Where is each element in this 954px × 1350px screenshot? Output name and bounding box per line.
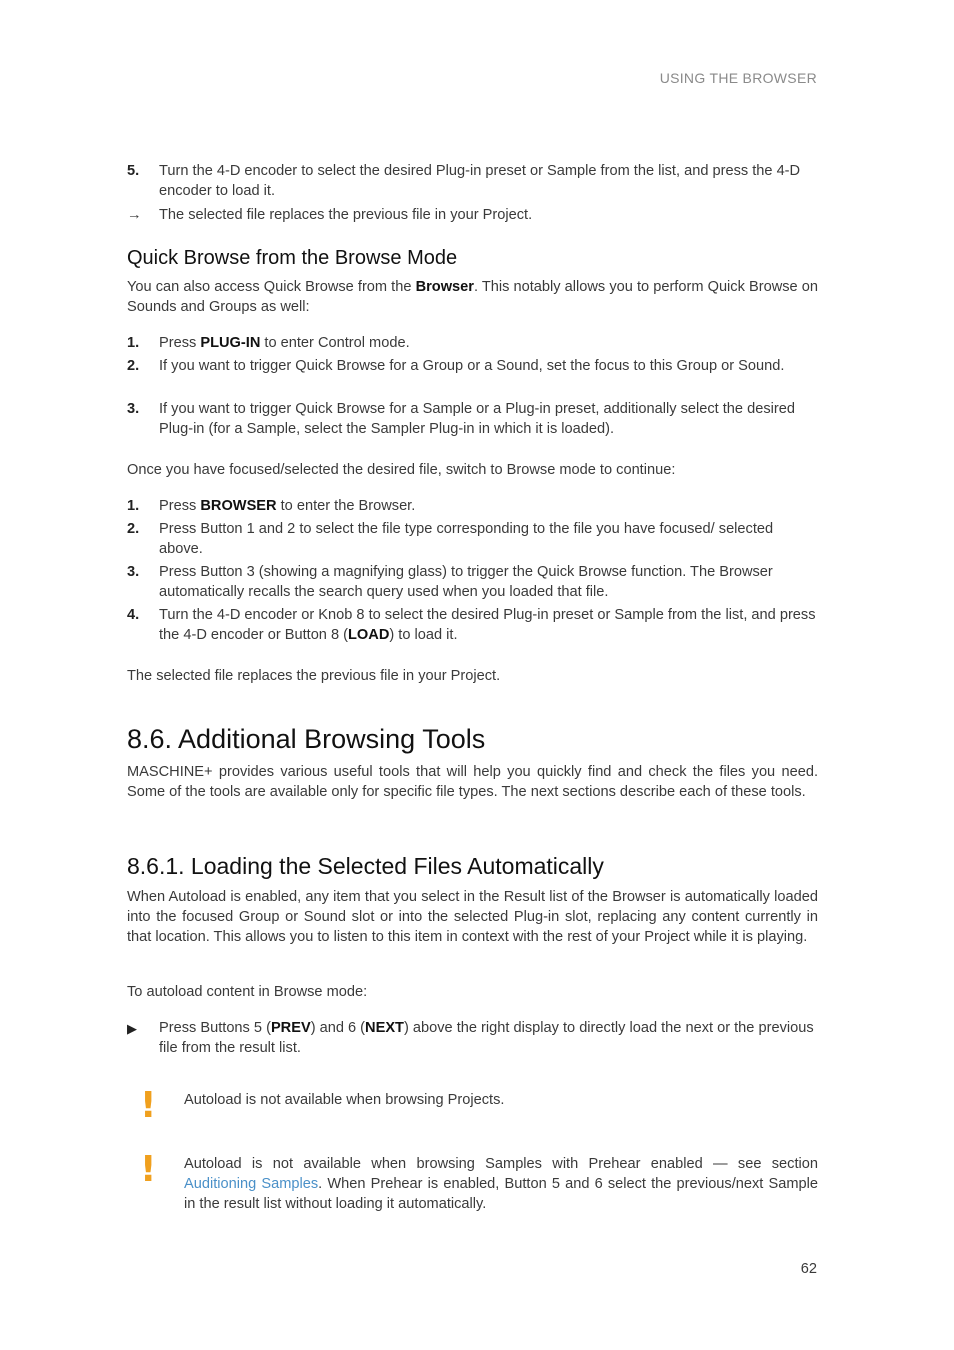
step-text-bold: LOAD: [348, 627, 390, 643]
warning-icon: !: [140, 1085, 157, 1126]
step-number: 1.: [127, 335, 140, 351]
quick-browse-heading: Quick Browse from the Browse Mode: [127, 247, 458, 269]
action-text-c: ) above the right display to directly load the next or the previous file from the result list.: [159, 1020, 814, 1056]
to-autoload-text: To autoload content in Browse mode:: [127, 984, 368, 1000]
note-2-text-b: . When Prehear is enabled, Button 5 and 6 select the previous/next Sample in the result list without loading it automatically.: [184, 1176, 818, 1212]
step-text: Turn the 4-D encoder to select the desired Plug-in preset or Sample from the list, and press the 4-D encoder to load it.: [159, 163, 801, 199]
intro-text-2: . This notably allows you to perform Quick Browse on Sounds and Groups as well:: [127, 279, 818, 315]
running-header: USING THE BROWSER: [659, 70, 817, 86]
step-number: 1.: [127, 498, 140, 514]
step-text-b: to enter the Browser.: [276, 498, 416, 514]
list-item-qb-2: [127, 356, 818, 376]
list-item-qb-3: [127, 399, 818, 439]
section-heading-8-6-1: 8.6.1. Loading the Selected Files Automatically: [127, 853, 604, 879]
step-text-a: Press: [159, 335, 201, 351]
step-text-b: to enter Control mode.: [260, 335, 410, 351]
note-2-text-a: Autoload is not available when browsing Samples with Prehear enabled — see section: [184, 1156, 818, 1172]
list-item-br-1: [127, 496, 818, 516]
section-8-6-body: MASCHINE+ provides various useful tools that will help you quickly find and check the files you need. Some of the tools are available only for specific file types. The next sections describe each of these tools.: [127, 764, 818, 800]
section-heading-8-6: 8.6. Additional Browsing Tools: [127, 724, 486, 754]
result-item: [127, 205, 818, 225]
step-number: 2.: [127, 521, 140, 537]
list-item-step-5: [127, 161, 818, 201]
quick-browse-intro: [127, 277, 818, 317]
action-text-a: Press Buttons 5 (: [159, 1020, 271, 1036]
result-arrow-icon: →: [127, 207, 142, 223]
step-text-a: Turn the 4-D encoder or Knob 8 to select the desired Plug-in preset or Sample from the list, and press the 4-D encoder or Button 8 (: [159, 607, 816, 643]
step-text: [159, 333, 818, 353]
result-paragraph: The selected file replaces the previous file in your Project.: [127, 668, 501, 684]
continue-text: Once you have focused/selected the desired file, switch to Browse mode to continue:: [127, 462, 676, 478]
step-text: If you want to trigger Quick Browse for a Sample or a Plug-in preset, additionally select the desired Plug-in (for a Sample, select the Sampler Plug-in in which it is loaded).: [159, 401, 795, 437]
step-number: 5.: [127, 163, 140, 179]
list-item-br-4: [127, 605, 818, 645]
step-text-a: Press: [159, 498, 201, 514]
play-bullet-icon: ▶: [127, 1021, 137, 1036]
step-text-bold: BROWSER: [200, 498, 277, 514]
action-bold-prev: PREV: [270, 1020, 311, 1036]
step-text: Press Button 3 (showing a magnifying glass) to trigger the Quick Browse function. The Browser automatically recalls the search query used when you loaded that file.: [159, 564, 773, 600]
list-item-qb-1: [127, 333, 818, 353]
list-item-br-2: [127, 519, 818, 559]
action-text: [159, 1018, 818, 1058]
note-1-text: Autoload is not available when browsing Projects.: [184, 1092, 505, 1108]
warning-icon: !: [140, 1149, 157, 1190]
result-text: The selected file replaces the previous file in your Project.: [159, 207, 533, 223]
step-number: 3.: [127, 564, 140, 580]
intro-bold: Browser: [415, 279, 474, 295]
page-number: 62: [800, 1261, 817, 1277]
step-text: [159, 496, 818, 516]
section-8-6-1-body: When Autoload is enabled, any item that you select in the Result list of the Browser is automatically loaded into the focused Group or Sound slot or into the selected Plug-in slot, replacing any content currently in that location. This allows you to listen to this item in context with the rest of your Project while it is playing.: [127, 889, 818, 945]
list-item-br-3: [127, 562, 818, 602]
action-text-b: ) and 6 (: [310, 1020, 366, 1036]
auditioning-samples-link[interactable]: Auditioning Samples: [184, 1176, 319, 1192]
step-text-bold: PLUG-IN: [200, 335, 261, 351]
step-number: 2.: [127, 358, 140, 374]
step-text-b: ) to load it.: [389, 627, 458, 643]
step-text: If you want to trigger Quick Browse for a Group or a Sound, set the focus to this Group or Sound.: [159, 358, 785, 374]
step-text: [159, 605, 818, 645]
action-bold-next: NEXT: [365, 1020, 404, 1036]
step-number: 4.: [127, 607, 140, 623]
step-text: Press Button 1 and 2 to select the file type corresponding to the file you have focused/ selected above.: [159, 521, 774, 557]
intro-text: You can also access Quick Browse from the: [127, 279, 416, 295]
step-number: 3.: [127, 401, 140, 417]
note-2-text: [184, 1154, 818, 1214]
action-item: [127, 1018, 818, 1058]
